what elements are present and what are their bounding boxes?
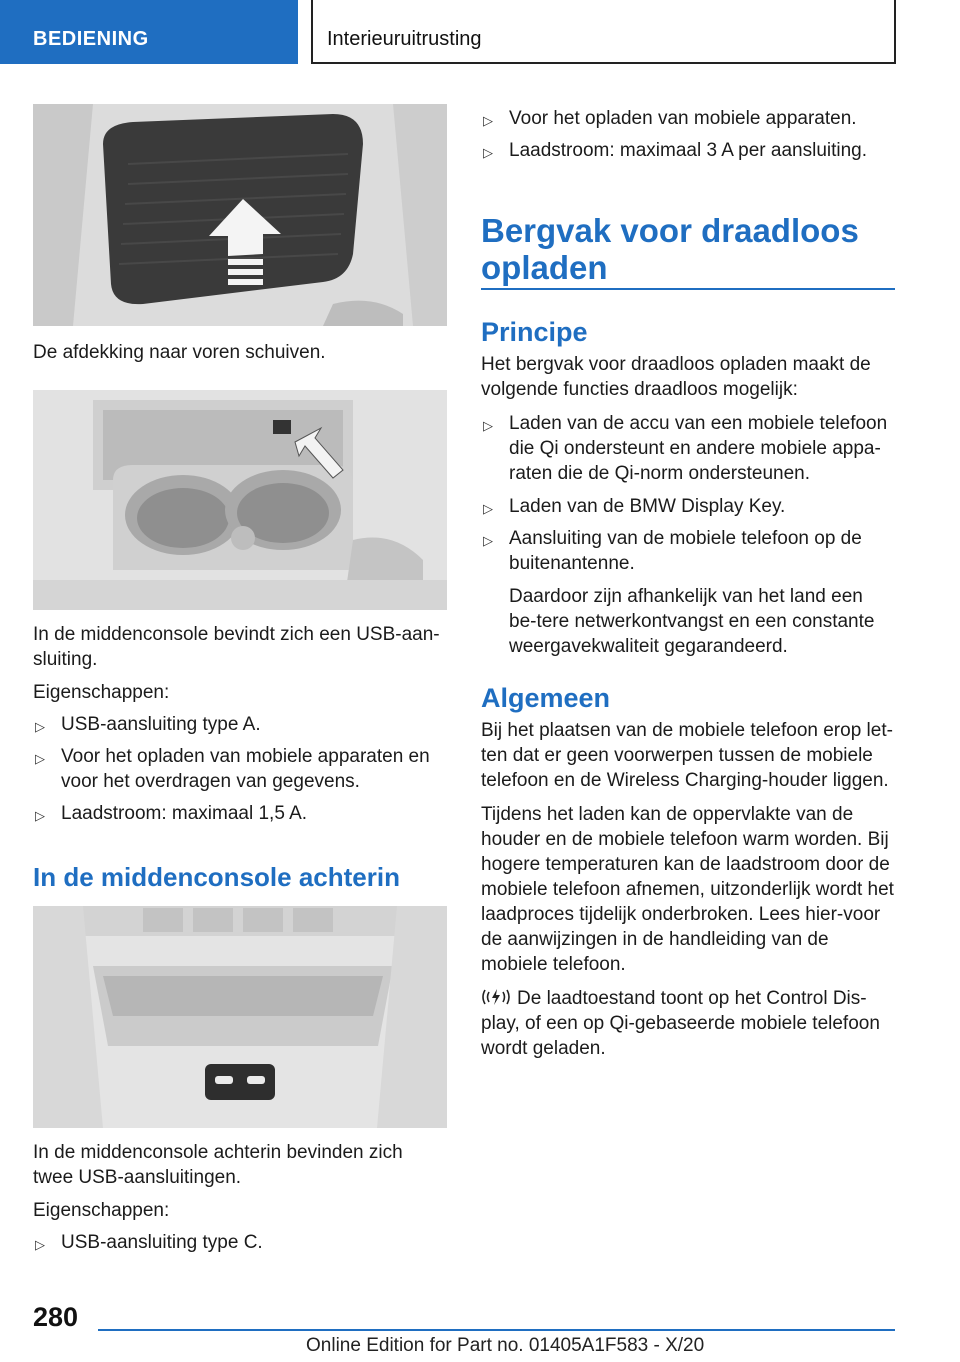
list-item: ▷ USB-aansluiting type A. xyxy=(33,712,447,737)
general-paragraph-3: De laadtoestand toont op het Control Dis-play, of een op Qi-gebaseerde mobiele telefoon wordt geladen. xyxy=(481,988,880,1059)
cupholder-photo xyxy=(33,390,447,610)
heading-rear-console: In de middenconsole achterin xyxy=(33,862,400,892)
principle-text: Het bergvak voor draadloos opladen maakt de volgende functies draadloos mogelijk: xyxy=(481,354,871,400)
general-paragraph-1: Bij het plaatsen van de mobiele telefoon erop let-ten dat er geen voorwerpen tussen de mobiele telefoon en de Wireless Charging-houder liggen. xyxy=(481,720,893,791)
triangle-bullet-icon: ▷ xyxy=(35,719,45,734)
chapter-tab[interactable]: Interieuruitrusting xyxy=(311,0,896,64)
triangle-bullet-icon: ▷ xyxy=(483,533,493,548)
rear-console-photo-illustration xyxy=(33,906,447,1128)
list-item: ▷ Voor het opladen van mobiele apparaten en voor het overdragen van gegevens. xyxy=(35,746,430,792)
caption-cover: De afdekking naar voren schuiven. xyxy=(33,342,326,363)
title-divider xyxy=(481,288,895,290)
list-item: ▷ Laadstroom: maximaal 3 A per aansluiting. xyxy=(481,138,895,163)
heading-principle: Principe xyxy=(481,317,588,347)
list-item: ▷ USB-aansluiting type C. xyxy=(33,1230,447,1255)
cover-photo xyxy=(33,104,447,326)
triangle-bullet-icon: ▷ xyxy=(483,501,493,516)
caption-usb-rear: In de middenconsole achterin bevinden zich twee USB-aansluitingen. xyxy=(33,1142,403,1188)
caption-usb-front: In de middenconsole bevindt zich een USB-aan-sluiting. xyxy=(33,624,440,670)
list-item: ▷ Laden van de accu van een mobiele telefoon die Qi ondersteunt en andere mobiele appa-raten die de Qi-norm ondersteunen. xyxy=(483,413,888,484)
section-tab[interactable]: BEDIENING xyxy=(0,0,298,64)
rear-console-photo xyxy=(33,906,447,1128)
list-item: ▷ Voor het opladen van mobiele apparaten. xyxy=(481,106,895,131)
wireless-charging-icon xyxy=(481,987,511,1007)
page-number: 280 xyxy=(33,1302,79,1332)
cover-photo-illustration xyxy=(33,104,447,326)
footer-divider xyxy=(98,1329,895,1331)
properties-label-rear: Eigenschappen: xyxy=(33,1200,170,1221)
list-item: ▷ Laadstroom: maximaal 1,5 A. xyxy=(33,801,447,826)
triangle-bullet-icon: ▷ xyxy=(35,1237,45,1252)
triangle-bullet-icon: ▷ xyxy=(35,751,45,766)
triangle-bullet-icon: ▷ xyxy=(483,145,493,160)
section-title: Bergvak voor draadloos opladen xyxy=(481,212,859,286)
list-item: ▷ Laden van de BMW Display Key. xyxy=(481,494,895,519)
principle-subtext: Daardoor zijn afhankelijk van het land een be-tere netwerkontvangst en een constante weergavekwaliteit gegarandeerd. xyxy=(509,586,875,657)
general-paragraph-2: Tijdens het laden kan de oppervlakte van de houder en de mobiele telefoon warm worden. Bij hogere temperaturen kan de laadstroom door de mobiele telefoon afnemen, uitzonderlijk wordt het laadproces tijdelijk onderbroken. Lees hier-voor de aanwijzingen in de handleiding van de mobiele telefoon. xyxy=(481,804,894,975)
list-item: ▷ Aansluiting van de mobiele telefoon op de buitenantenne. xyxy=(483,528,862,574)
properties-label: Eigenschappen: xyxy=(33,682,170,703)
footer-edition: Online Edition for Part no. 01405A1F583 - X/20 xyxy=(306,1335,705,1356)
triangle-bullet-icon: ▷ xyxy=(483,113,493,128)
triangle-bullet-icon: ▷ xyxy=(483,418,493,433)
heading-general: Algemeen xyxy=(481,683,611,713)
triangle-bullet-icon: ▷ xyxy=(35,808,45,823)
cupholder-photo-illustration xyxy=(33,390,447,610)
page-header xyxy=(0,0,960,66)
